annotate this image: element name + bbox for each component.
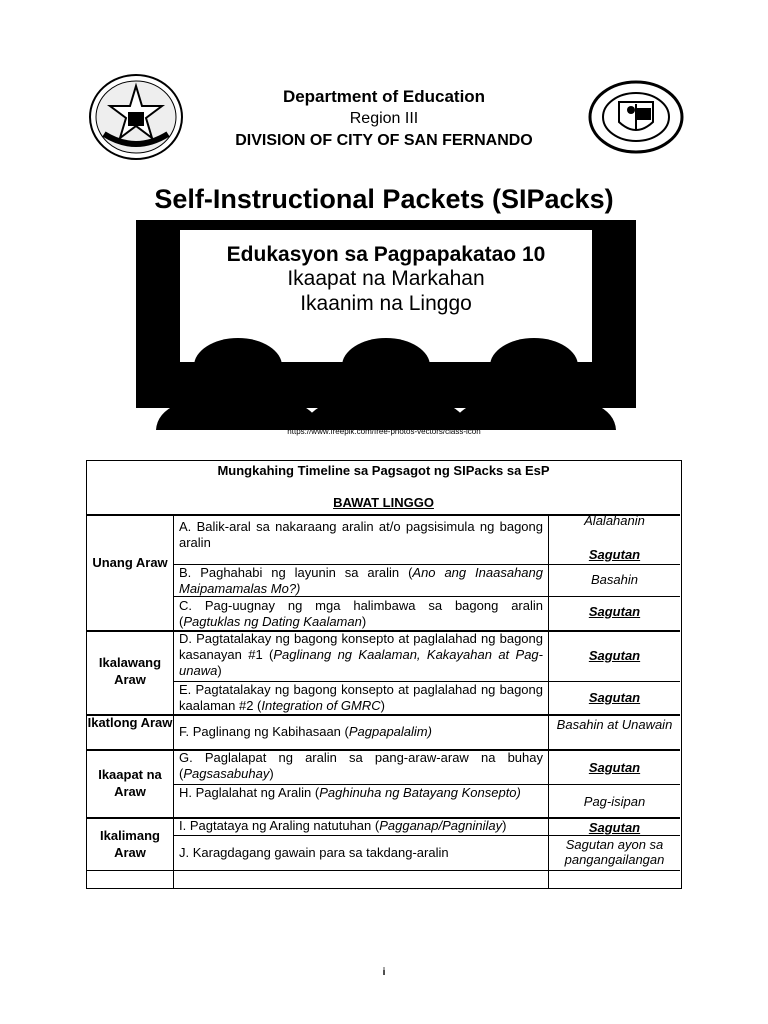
task-sagutan-g: Sagutan <box>588 760 641 775</box>
day-label-ikatlong-araw: Ikatlong Araw <box>87 715 173 730</box>
activity-b: B. Paghahabi ng layunin sa aralin (Ano ang Inaasahang Maipamamalas Mo?) <box>179 565 543 596</box>
day-label-unang-araw: Unang Araw <box>92 555 168 570</box>
task-sagutan-i: Sagutan <box>588 820 641 835</box>
day-label-ikalawang-araw: Ikalawang Araw <box>98 655 162 687</box>
activity-d: D. Pagtatalakay ng bagong konsepto at paglalahad ng bagong kasanayan #1 (Paglinang ng Kaalaman, Kakayahan at Pag-unawa) <box>179 631 543 678</box>
image-credit-link[interactable]: https://www.freepik.com/free-photos-vectors/class-icon <box>287 427 481 436</box>
page-title: Self-Instructional Packets (SIPacks) <box>154 184 614 214</box>
quarter-label: Ikaapat na Markahan <box>287 267 485 290</box>
activity-f: F. Paglinang ng Kabihasaan (Pagpapalalim) <box>179 724 432 739</box>
activity-i: I. Pagtataya ng Araling natutuhan (Pagganap/Pagninilay) <box>179 818 507 833</box>
task-sagutan-e: Sagutan <box>588 690 641 705</box>
task-sagutan-a: Sagutan <box>588 547 641 562</box>
timeline-table <box>86 460 682 889</box>
task-basahin-unawain: Basahin at Unawain <box>556 717 673 732</box>
activity-a: A. Balik-aral sa nakaraang aralin at/o pagsisimula ng bagong aralin <box>179 519 543 550</box>
task-basahin: Basahin <box>591 572 638 587</box>
page-number: i <box>382 967 386 978</box>
activity-c: C. Pag-uugnay ng mga halimbawa sa bagong aralin (Pagtuklas ng Dating Kaalaman) <box>179 598 543 629</box>
task-alalahanin: Alalahanin <box>584 513 645 528</box>
division-header: DIVISION OF CITY OF SAN FERNANDO <box>235 132 533 149</box>
activity-j: J. Karagdagang gawain para sa takdang-aralin <box>179 845 449 860</box>
task-sagutan-c: Sagutan <box>588 604 641 619</box>
task-sagutan-d: Sagutan <box>588 648 641 663</box>
subject-title: Edukasyon sa Pagpapakatao 10 <box>226 243 546 266</box>
table-heading: Mungkahing Timeline sa Pagsagot ng SIPacks sa EsP <box>217 463 550 478</box>
deped-header: Department of Education <box>282 87 486 106</box>
activity-h: H. Paglalahat ng Aralin (Paghinuha ng Batayang Konsepto) <box>179 785 521 800</box>
task-pag-isipan: Pag-isipan <box>583 794 646 809</box>
day-label-ikaapat-araw: Ikaapat na Araw <box>98 767 162 799</box>
week-label: Ikaanim na Linggo <box>300 292 472 315</box>
activity-g: G. Paglalapat ng aralin sa pang-araw-araw na buhay (Pagsasabuhay) <box>179 750 543 781</box>
day-label-ikalimang-araw: Ikalimang Araw <box>100 828 160 860</box>
region-header: Region III <box>349 110 419 127</box>
table-subheading: BAWAT LINGGO <box>333 495 434 510</box>
task-sagutan-ayon: Sagutan ayon sa pangangailangan <box>564 837 665 867</box>
activity-e: E. Pagtatalakay ng bagong konsepto at paglalahad ng bagong kaalaman #2 (Integration of GMRC) <box>179 682 543 713</box>
